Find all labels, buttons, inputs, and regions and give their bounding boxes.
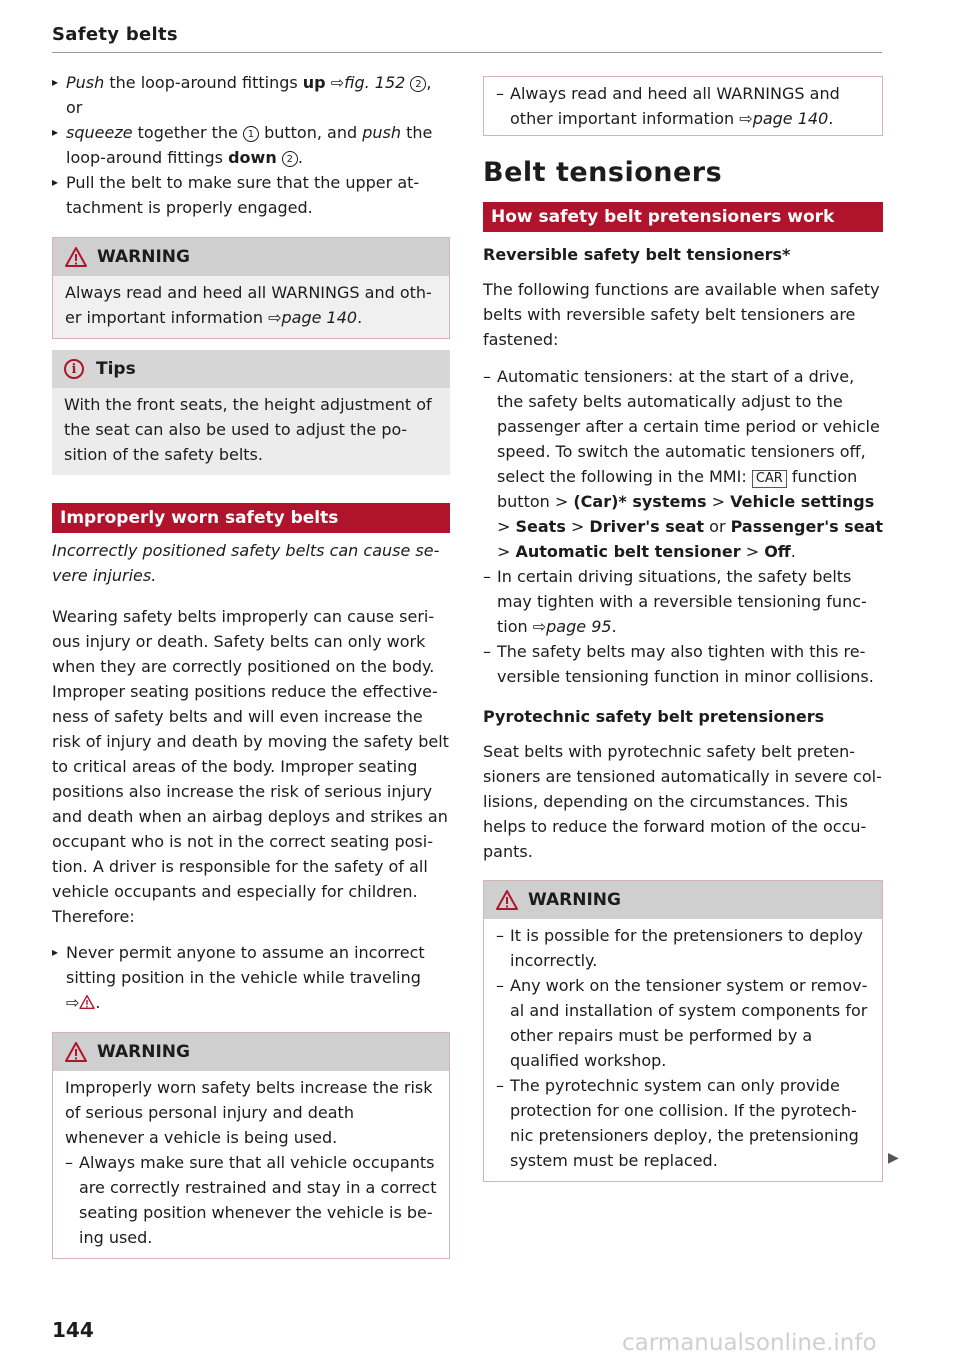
callout-circle: 1 (243, 126, 259, 142)
warning-triangle-icon (79, 995, 95, 1009)
warning-dash-item: – The pyrotechnic system can only provide protection for one collision. If the pyrotechnic pretensioners deploy, the pretensioning system must be replaced. (496, 1073, 870, 1173)
step-squeeze: ▸ squeeze together the 1 button, and push the loop-around fittings down 2 . (52, 120, 450, 170)
reference-arrow-icon: ⇨ (739, 109, 753, 128)
section-title-bar: Improperly worn safety belts (52, 503, 450, 533)
warning-dash-item: – Any work on the tensioner system or removal and installation of system components for other repairs must be performed by a qualified workshop. (496, 973, 870, 1073)
car-key: CAR (752, 470, 787, 488)
pyro-text: Seat belts with pyrotechnic safety belt pretensioners are tensioned automatically in severe collisions, depending on the circumstances. This helps to reduce the forward motion of the occupants. (483, 742, 882, 861)
reference-arrow-icon: ⇨ (532, 617, 547, 636)
subsection-title-bar: How safety belt pretensioners work (483, 202, 883, 232)
pyro-title: Pyrotechnic safety belt pretensioners (483, 707, 825, 726)
warning-dash-item: – Always make sure that all vehicle occupants are correctly restrained and stay in a correct seating position whenever the vehicle is being used. (65, 1150, 437, 1250)
callout-circle: 2 (410, 76, 426, 92)
page-header-title: Safety belts (52, 24, 178, 45)
left-column (52, 70, 450, 1259)
top-note-box (483, 76, 883, 136)
warning-triangle-icon (65, 247, 87, 267)
warning-body: Always read and heed all WARNINGS and other important information ⇨page 140. (53, 276, 449, 338)
warning-body: Improperly worn safety belts increase the risk of serious personal injury and death whenever a vehicle is being used. – Always make sure that all vehicle occupants are correctly restrained and stay in a correct seating position whenever the vehicle is being used. (53, 1071, 449, 1258)
page-reference-link[interactable]: page 140 (281, 308, 358, 327)
reference-arrow-icon: ⇨ (66, 993, 80, 1012)
warning-header: WARNING (484, 881, 882, 919)
reversible-title: Reversible safety belt tensioners* (483, 245, 791, 264)
warning-dash-item: – It is possible for the pretensioners to deploy incorrectly. (496, 923, 870, 973)
warning-box-3 (483, 880, 883, 1182)
watermark: carmanualsonline.info (622, 1330, 877, 1356)
reversible-intro: The following functions are available when safety belts with reversible safety belt tensioners are fastened: (483, 280, 880, 349)
continue-arrow-icon: ▶ (888, 1150, 899, 1166)
warning-header: WARNING (53, 1033, 449, 1071)
page-reference-link[interactable]: page 95 (546, 617, 612, 636)
warning-header: WARNING (53, 238, 449, 276)
tips-box (52, 350, 450, 475)
reference-arrow-icon: ⇨ (268, 308, 282, 327)
dash-item-minor-collisions: – The safety belts may also tighten with this reversible tensioning function in minor collisions. (483, 639, 883, 689)
header-rule (52, 52, 882, 53)
warning-triangle-icon (496, 890, 518, 910)
page-reference-link[interactable]: page 140 (752, 109, 829, 128)
warning-body (484, 919, 882, 1181)
callout-circle: 2 (282, 151, 298, 167)
fig-reference-link[interactable]: fig. 152 (344, 73, 406, 92)
warning-triangle-icon (65, 1042, 87, 1062)
step-push-up: ▸ Push the loop-around fittings up ⇨fig. 152 2 , (52, 70, 450, 95)
right-column (483, 76, 883, 1182)
step-pull-belt: ▸ Pull the belt to make sure that the upper attachment is properly engaged. (52, 170, 450, 220)
tips-header: i Tips (52, 350, 450, 388)
top-note: – Always read and heed all WARNINGS and other important information ⇨page 140. (496, 81, 870, 131)
dash-item-automatic: – Automatic tensioners: at the start of a drive, the safety belts automatically adjust to the passenger after a certain time period or vehicle speed. To switch the automatic tensioners off, select the following in the MMI: CAR function button > (Car)* systems > Vehicle settings > Seats > Driver's seat or Passenger's seat > Automatic belt tensioner > Off. (483, 364, 883, 564)
reference-arrow-icon: ⇨ (330, 73, 345, 92)
section-heading: Belt tensioners (483, 157, 723, 188)
page-number: 144 (52, 1318, 94, 1342)
warning-box-1 (52, 237, 450, 339)
info-icon: i (64, 359, 84, 379)
body-paragraph: Wearing safety belts improperly can cause serious injury or death. Safety belts can only work when they are correctly positioned on the body. Improper seating positions reduce the effectiveness of safety belts and will even increase the risk of injury and death by moving the safety belt to critical areas of the body. Improper seating positions also increase the risk of serious injury and death when an airbag deploys and strikes an occupant who is not in the correct seating position. A driver is responsible for the safety of all vehicle occupants and especially for children. Therefore: (52, 607, 449, 926)
warning-box-2 (52, 1032, 450, 1259)
section-intro: Incorrectly positioned safety belts can cause severe injuries. (52, 541, 440, 585)
dash-item-driving: – In certain driving situations, the safety belts may tighten with a reversible tensioning function ⇨page 95. (483, 564, 883, 639)
bullet-never-permit: ▸ Never permit anyone to assume an incorrect sitting position in the vehicle while traveling ⇨ . (52, 940, 450, 1015)
tips-body: With the front seats, the height adjustment of the seat can also be used to adjust the position of the safety belts. (52, 388, 450, 475)
or-text: or (66, 98, 83, 117)
